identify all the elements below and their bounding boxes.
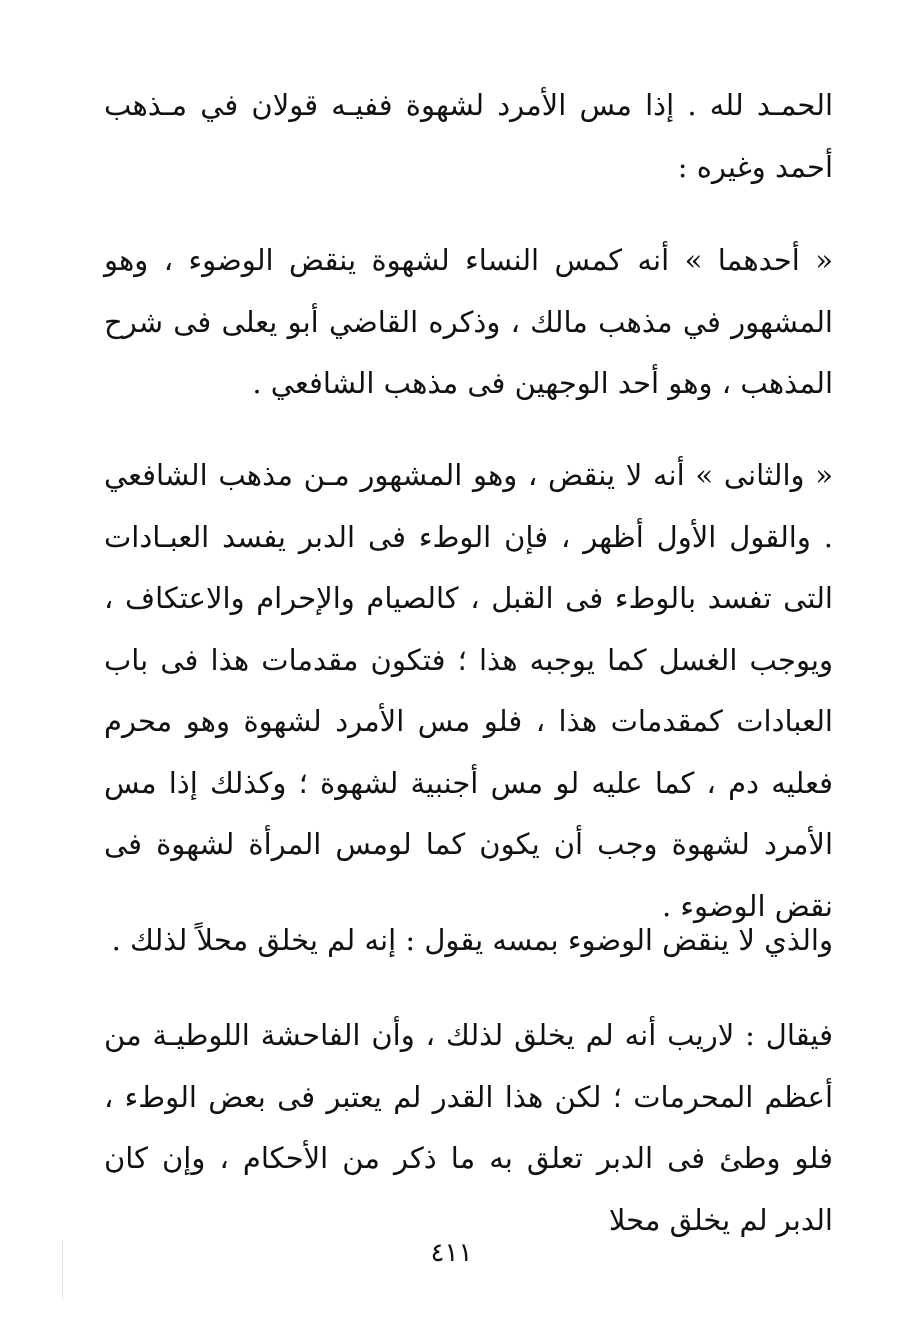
paragraph-5: فيقال : لاريب أنه لم يخلق لذلك ، وأن الفاحشة اللوطيـة من أعظم المحرمات ؛ لكن هذا القدر لم يعتبر فى بعض الوطء ، فلو وطئ فى الدبر تعلق به ما ذكر من الأحكام ، وإن كان الدبر لم يخلق محلا	[104, 1018, 833, 1237]
paragraph-1: الحمـد لله . إذا مس الأمرد لشهوة ففيـه قولان في مـذهب أحمد وغيره :	[104, 88, 833, 184]
paragraph-4: والذي لا ينقض الوضوء بمسه يقول : إنه لم يخلق محلاً لذلك .	[111, 923, 833, 957]
page-number: ٤١١	[430, 1238, 473, 1268]
paragraph-2: « أحدهما » أنه كمس النساء لشهوة ينقض الوضوء ، وهو المشهور في مذهب مالك ، وذكره القاضي أبو يعلى فى شرح المذهب ، وهو أحد الوجهين فى مذهب الشافعي .	[104, 243, 834, 400]
margin-line	[62, 1240, 63, 1300]
paragraph-3: « والثانى » أنه لا ينقض ، وهو المشهور مـن مذهب الشافعي . والقول الأول أظهر ، فإن الوطء فى الدبر يفسد العبـادات التى تفسد بالوطء فى القبل ، كالصيام والإحرام والاعتكاف ، ويوجب الغسل كما يوجبه هذا ؛ فتكون مقدمات هذا فى باب العبادات كمقدمات هذا ، فلو مس الأمرد لشهوة وهو محرم فعليه دم ، كما عليه لو مس أجنبية لشهوة ؛ وكذلك إذا مس الأمرد لشهوة وجب أن يكون كما لومس المرأة لشهوة فى نقض الوضوء .	[104, 458, 833, 923]
